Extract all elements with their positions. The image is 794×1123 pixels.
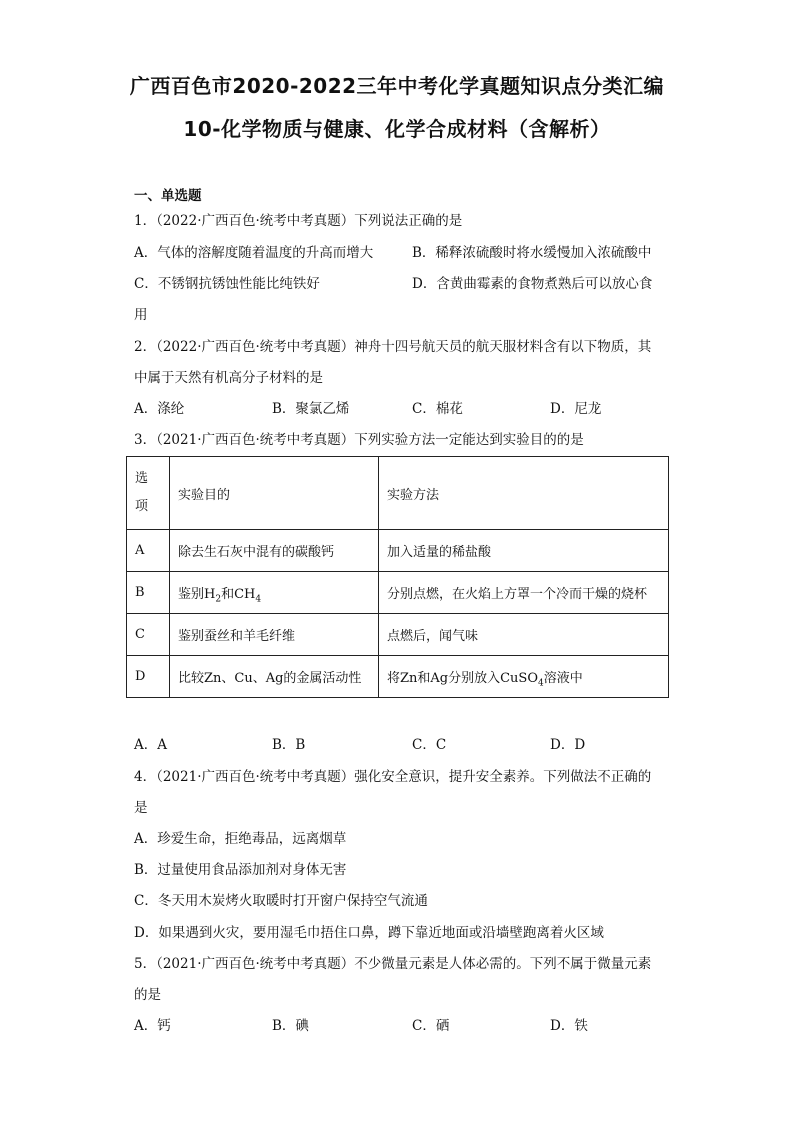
header-method-cell: 实验方法 [379, 457, 669, 530]
table-header-row [127, 457, 669, 530]
q1-option-d-continued: 用 [134, 307, 148, 323]
q5-option-b[interactable]: B．碘 [272, 1018, 309, 1034]
q3-stem: 3．（2021·广西百色·统考中考真题）下列实验方法一定能达到实验目的的是 [134, 432, 584, 448]
q2-stem-line-1: 2．（2022·广西百色·统考中考真题）神舟十四号航天员的航天服材料含有以下物质，其 [134, 339, 652, 355]
document-title-line-2: 10-化学物质与健康、化学合成材料（含解析） [183, 117, 611, 141]
header-option-char-2: 项 [135, 499, 149, 514]
q1-option-b[interactable]: B．稀释浓硫酸时将水缓慢加入浓硫酸中 [412, 245, 652, 261]
row-d-method [379, 656, 669, 698]
q1-option-d[interactable]: D．含黄曲霉素的食物煮熟后可以放心食 [412, 276, 653, 292]
q2-option-d[interactable]: D．尼龙 [550, 401, 602, 417]
q4-stem-line-1: 4．（2021·广西百色·统考中考真题）强化安全意识，提升安全素养。下列做法不正确的 [134, 769, 652, 785]
q2-option-c[interactable]: C．棉花 [412, 401, 463, 417]
row-b-method: 分别点燃，在火焰上方罩一个冷而干燥的烧杯 [379, 572, 669, 614]
row-a-purpose: 除去生石灰中混有的碳酸钙 [170, 530, 379, 572]
header-purpose-cell: 实验目的 [170, 457, 379, 530]
row-b-subscript-2: 4 [255, 594, 262, 605]
q4-option-c[interactable]: C．冬天用木炭烤火取暖时打开窗户保持空气流通 [134, 893, 428, 909]
q4-option-b[interactable]: B．过量使用食品添加剂对身体无害 [134, 862, 347, 878]
row-d-method-text-2: 溶液中 [543, 671, 583, 686]
row-a-option: A [127, 530, 170, 572]
header-option-cell [127, 457, 170, 530]
row-d-method-text-1: 将Zn和Ag分别放入CuSO [387, 671, 538, 686]
q3-option-a[interactable]: A．A [134, 737, 167, 753]
q1-option-a[interactable]: A．气体的溶解度随着温度的升高而增大 [134, 245, 374, 261]
q4-option-a[interactable]: A．珍爱生命，拒绝毒品，远离烟草 [134, 831, 347, 847]
q3-option-c[interactable]: C．C [412, 737, 447, 753]
q5-stem-line-1: 5．（2021·广西百色·统考中考真题）不少微量元素是人体必需的。下列不属于微量元素 [134, 956, 652, 972]
q1-stem: 1．（2022·广西百色·统考中考真题）下列说法正确的是 [134, 213, 463, 229]
q4-option-d[interactable]: D．如果遇到火灾，要用湿毛巾捂住口鼻，蹲下靠近地面或沿墙壁跑离着火区域 [134, 925, 604, 941]
row-d-option: D [127, 656, 170, 698]
q3-experiment-table [126, 456, 669, 698]
row-d-purpose: 比较Zn、Cu、Ag的金属活动性 [170, 656, 379, 698]
q5-option-a[interactable]: A．钙 [134, 1018, 171, 1034]
row-b-purpose-text-1: 鉴别H [178, 587, 216, 602]
table-row [127, 572, 669, 614]
q3-option-b[interactable]: B．B [272, 737, 306, 753]
q5-option-d[interactable]: D．铁 [550, 1018, 588, 1034]
header-option-char-1: 选 [135, 471, 149, 486]
section-heading: 一、单选题 [134, 188, 202, 204]
q3-option-d[interactable]: D．D [550, 737, 586, 753]
row-d-subscript: 4 [538, 678, 544, 689]
table-row [127, 656, 669, 698]
row-b-purpose-text-2: 和CH [221, 587, 256, 602]
table-row [127, 530, 669, 572]
row-c-method: 点燃后，闻气味 [379, 614, 669, 656]
q2-option-a[interactable]: A．涤纶 [134, 401, 185, 417]
q2-option-b[interactable]: B．聚氯乙烯 [272, 401, 350, 417]
q1-option-c[interactable]: C．不锈钢抗锈蚀性能比纯铁好 [134, 276, 320, 292]
row-b-subscript-1: 2 [215, 594, 222, 605]
row-a-method: 加入适量的稀盐酸 [379, 530, 669, 572]
row-c-purpose: 鉴别蚕丝和羊毛纤维 [170, 614, 379, 656]
row-c-option: C [127, 614, 170, 656]
row-b-purpose [170, 572, 379, 614]
document-title-line-1: 广西百色市2020-2022三年中考化学真题知识点分类汇编 [129, 74, 665, 98]
table-row [127, 614, 669, 656]
row-b-option: B [127, 572, 170, 614]
q5-stem-line-2: 的是 [134, 987, 161, 1003]
q5-option-c[interactable]: C．硒 [412, 1018, 450, 1034]
q4-stem-line-2: 是 [134, 800, 148, 816]
q2-stem-line-2: 中属于天然有机高分子材料的是 [134, 370, 323, 386]
